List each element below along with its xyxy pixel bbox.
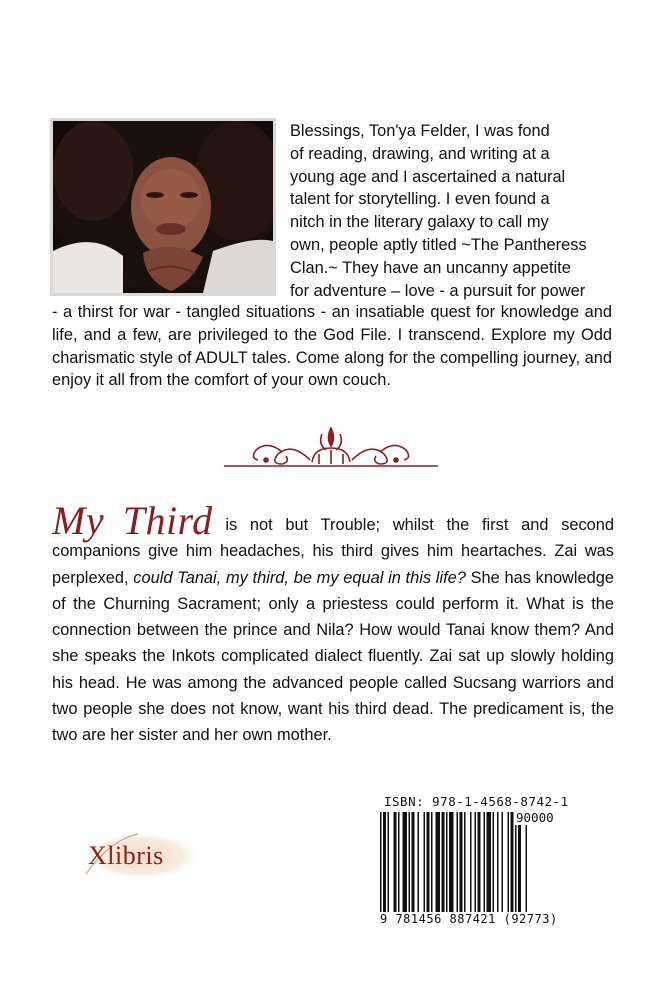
scroll-ornament-icon: [222, 424, 440, 474]
author-bio-continued: - a thirst for war - tangled situations - an insatiable quest for knowledge and life, and a few, are privileged to the God File. I transcend. Explore my Odd charismatic style of ADULT tales. Come along for the compelling journey, and enjoy it all from the comfort of your own couch.: [52, 303, 612, 390]
bio-line: own, people aptly titled ~The Pantheress: [290, 235, 587, 254]
publisher-name: Xlibris: [88, 841, 164, 870]
author-portrait-icon: [53, 121, 273, 293]
bio-line: talent for storytelling. I even found a: [290, 190, 550, 209]
bio-line: of reading, drawing, and writing at a: [290, 144, 550, 163]
blurb-italic-quote: could Tanai, my third, be my equal in this life?: [133, 568, 466, 587]
bio-line: young age and I ascertained a natural: [290, 167, 566, 186]
book-blurb: [52, 498, 614, 749]
publisher-logo: [80, 830, 202, 882]
author-bio-intro: [290, 120, 610, 302]
bio-line: for adventure – love - a pursuit for power: [290, 281, 586, 300]
barcode-digits: 9 781456 887421 (92773): [380, 912, 558, 926]
barcode-bars-icon: [378, 812, 578, 912]
book-title: My Third: [52, 498, 213, 543]
price-code: 90000: [516, 810, 554, 825]
author-photo: [50, 118, 276, 296]
bio-line: Clan.~ They have an uncanny appetite: [290, 258, 571, 277]
bio-line: nitch in the literary galaxy to call my: [290, 213, 549, 232]
blurb-text: is not but Trouble; whilst the first and second companions give him headaches, his third gives him heartaches. Zai was perplexed,: [52, 516, 614, 587]
blurb-text: She has knowledge of the Churning Sacrament; only a priestess could perform it. What is the connection between the prince and Nila? How would Tanai know them? And she speaks the Inkots complicated dialect fluently. Zai sat up slowly holding his head. He was among the advanced people called Sucsang warriors and two people she does not know, want his third dead. The predicament is, the two are her sister and her own mother.: [52, 568, 614, 745]
bio-line: Blessings, Ton'ya Felder, I was fond: [290, 122, 550, 140]
barcode: [378, 812, 578, 920]
isbn-label: ISBN: 978-1-4568-8742-1: [384, 794, 569, 809]
